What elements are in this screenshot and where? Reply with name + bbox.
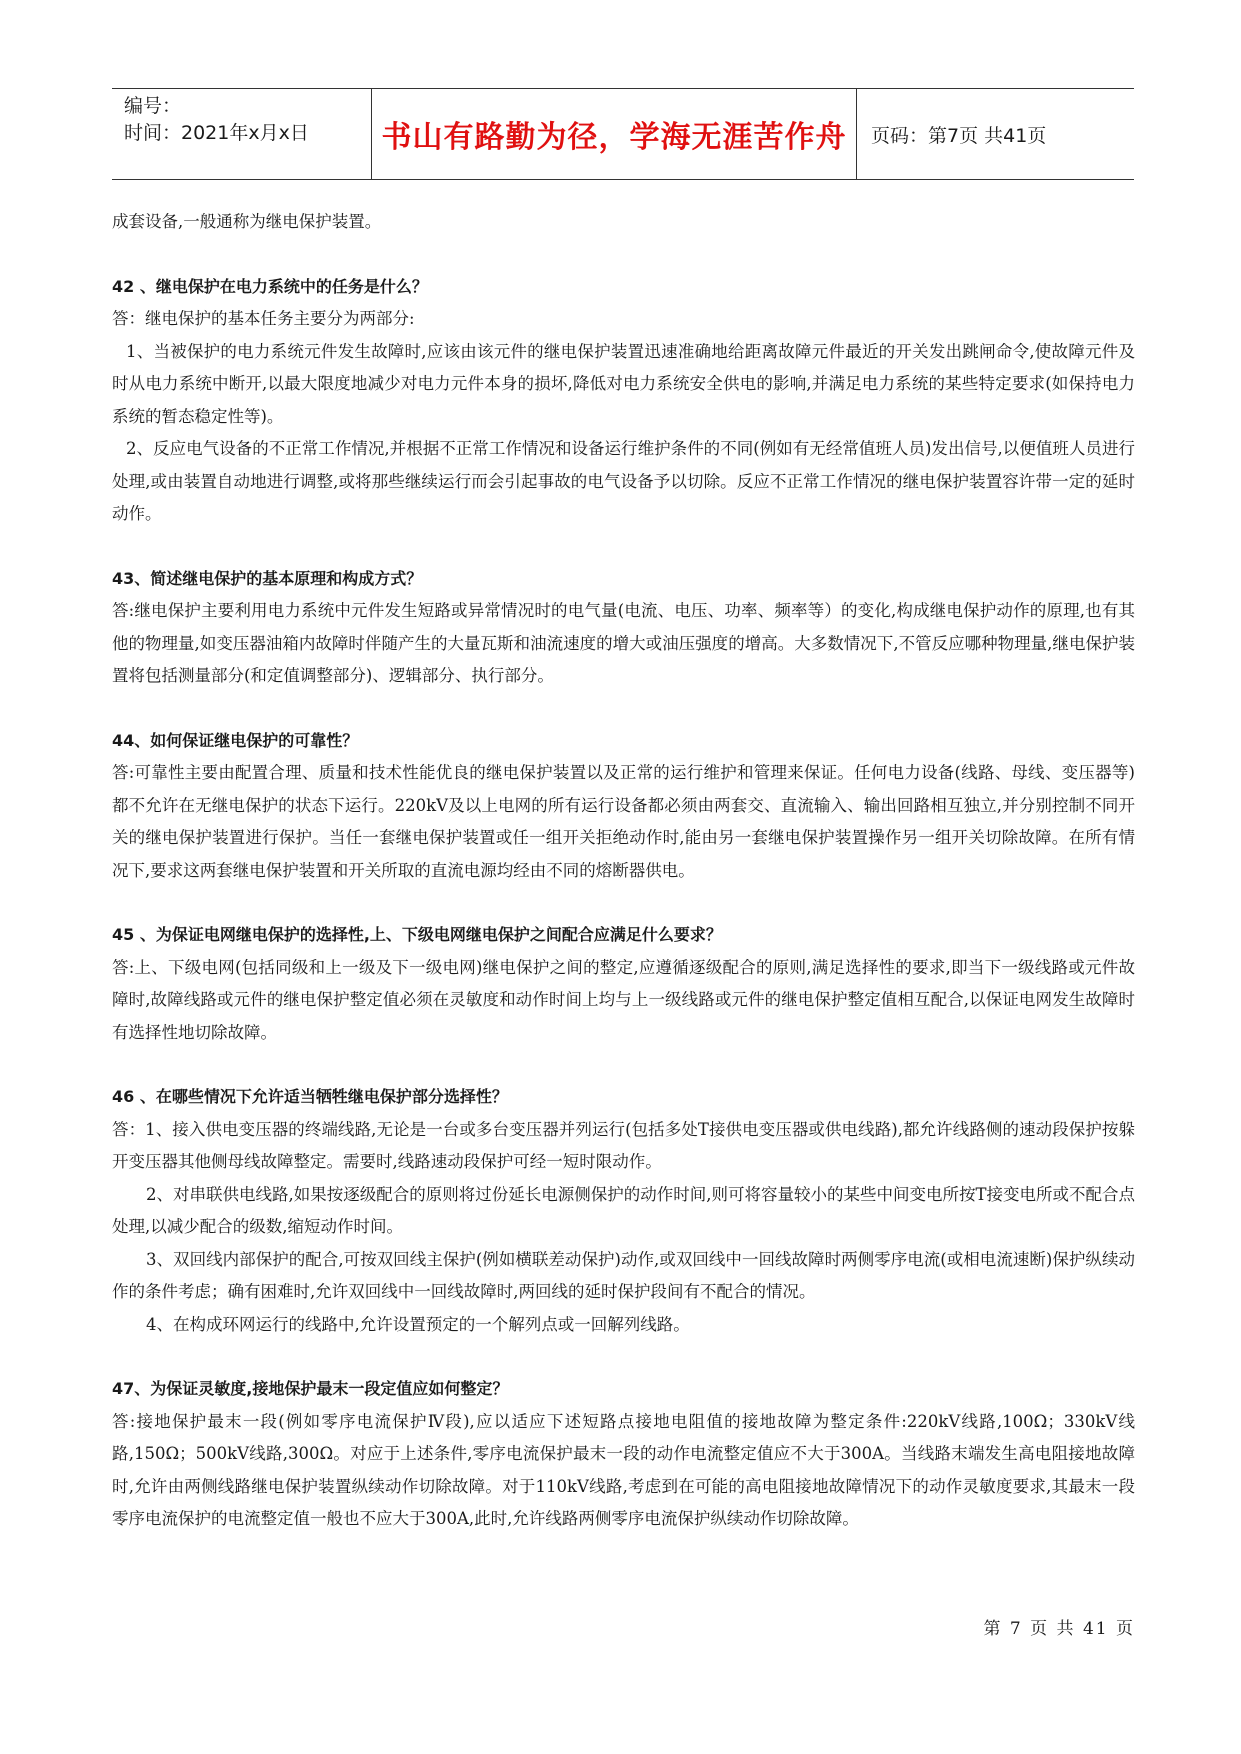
answer-47: 答:接地保护最末一段(例如零序电流保护Ⅳ段),应以适应下述短路点接地电阻值的接地故障为整定条件:220kV线路,100Ω；330kV线路,150Ω；500kV线路,300Ω。对应于上述条件,零序电流保护最末一段的动作电流整定值应不大于300A。当线路末端发生高电阻接地故障时,允许由两侧线路继电保护装置纵续动作切除故障。对于110kV线路,考虑到在可能的高电阻接地故障情况下的动作灵敏度要求,其最末一段零序电流保护的电流整定值一般也不应大于300A,此时,允许线路两侧零序电流保护纵续动作切除故障。 — [112, 1411, 1135, 1528]
answer-43: 答:继电保护主要利用电力系统中元件发生短路或异常情况时的电气量(电流、电压、功率、频率等）的变化,构成继电保护动作的原理,也有其他的物理量,如变压器油箱内故障时伴随产生的大量瓦斯和油流速度的增大或油压强度的增高。大多数情况下,不管反应哪种物理量,继电保护装置将包括测量部分(和定值调整部分)、逻辑部分、执行部分。 — [112, 601, 1135, 685]
answer-45: 答:上、下级电网(包括同级和上一级及下一级电网)继电保护之间的整定,应遵循逐级配合的原则,满足选择性的要求,即当下一级线路或元件故障时,故障线路或元件的继电保护整定值必须在灵敏度和动作时间上均与上一级线路或元件的继电保护整定值相互配合,以保证电网发生故障时有选择性地切除故障。 — [112, 957, 1135, 1042]
document-body — [112, 206, 1135, 1536]
question-43: 43、简述继电保护的基本原理和构成方式？ — [112, 568, 423, 588]
question-44: 44、如何保证继电保护的可靠性？ — [112, 730, 359, 750]
header-meta — [112, 89, 372, 179]
answer-46-item-1: 答：1、接入供电变压器的终端线路,无论是一台或多台变压器并列运行(包括多处T接供电变压器或供电线路),都允许线路侧的速动段保护按躲开变压器其他侧母线故障整定。需要时,线路速动段保护可经一短时限动作。 — [112, 1119, 1135, 1171]
question-47: 47、为保证灵敏度,接地保护最末一段定值应如何整定？ — [112, 1379, 509, 1398]
header-motto: 书山有路勤为径，学海无涯苦作舟 — [372, 89, 857, 179]
question-46: 46 、在哪些情况下允许适当牺牲继电保护部分选择性？ — [112, 1087, 508, 1106]
answer-46-item-2: 2、对串联供电线路,如果按逐级配合的原则将过份延长电源侧保护的动作时间,则可将容量较小的某些中间变电所按T接变电所或不配合点处理,以减少配合的级数,缩短动作时间。 — [112, 1184, 1135, 1236]
page-footer: 第 7 页 共 41 页 — [983, 1619, 1135, 1639]
code-label: 编号： — [124, 95, 182, 117]
answer-44: 答:可靠性主要由配置合理、质量和技术性能优良的继电保护装置以及正常的运行维护和管理来保证。任何电力设备(线路、母线、变压器等)都不允许在无继电保护的状态下运行。220kV及以上电网的所有运行设备都必须由两套交、直流输入、输出回路相互独立,并分别控制不同开关的继电保护装置进行保护。当任一套继电保护装置或任一组开关拒绝动作时,能由另一套继电保护装置操作另一组开关切除故障。在所有情况下,要求这两套继电保护装置和开关所取的直流电源均经由不同的熔断器供电。 — [112, 763, 1135, 880]
answer-46-item-3: 3、双回线内部保护的配合,可按双回线主保护(例如横联差动保护)动作,或双回线中一回线故障时两侧零序电流(或相电流速断)保护纵续动作的条件考虑；确有困难时,允许双回线中一回线故障时,两回线的延时保护段间有不配合的情况。 — [112, 1249, 1135, 1301]
time-label: 时间：2021年x月x日 — [124, 122, 309, 144]
answer-42-item-2: 2、反应电气设备的不正常工作情况,并根据不正常工作情况和设备运行维护条件的不同(例如有无经常值班人员)发出信号,以便值班人员进行处理,或由装置自动地进行调整,或将那些继续运行而会引起事故的电气设备予以切除。反应不正常工作情况的继电保护装置容许带一定的延时动作。 — [112, 439, 1135, 523]
intro-paragraph: 成套设备,一般通称为继电保护装置。 — [112, 212, 382, 231]
answer-42-intro: 答：继电保护的基本任务主要分为两部分: — [112, 309, 415, 328]
question-42: 42 、继电保护在电力系统中的任务是什么？ — [112, 276, 428, 296]
answer-42-item-1: 1、当被保护的电力系统元件发生故障时,应该由该元件的继电保护装置迅速准确地给距离故障元件最近的开关发出跳闸命令,使故障元件及时从电力系统中断开,以最大限度地减少对电力元件本身的损坏,降低对电力系统安全供电的影响,并满足电力系统的某些特定要求(如保持电力系统的暂态稳定性等)。 — [112, 341, 1135, 426]
question-45: 45 、为保证电网继电保护的选择性,上、下级电网继电保护之间配合应满足什么要求？ — [112, 925, 722, 944]
header-page-label: 页码：第7页 共41页 — [871, 124, 1047, 147]
answer-46-item-4: 4、在构成环网运行的线路中,允许设置预定的一个解列点或一回解列线路。 — [146, 1314, 690, 1334]
document-header — [112, 88, 1134, 180]
